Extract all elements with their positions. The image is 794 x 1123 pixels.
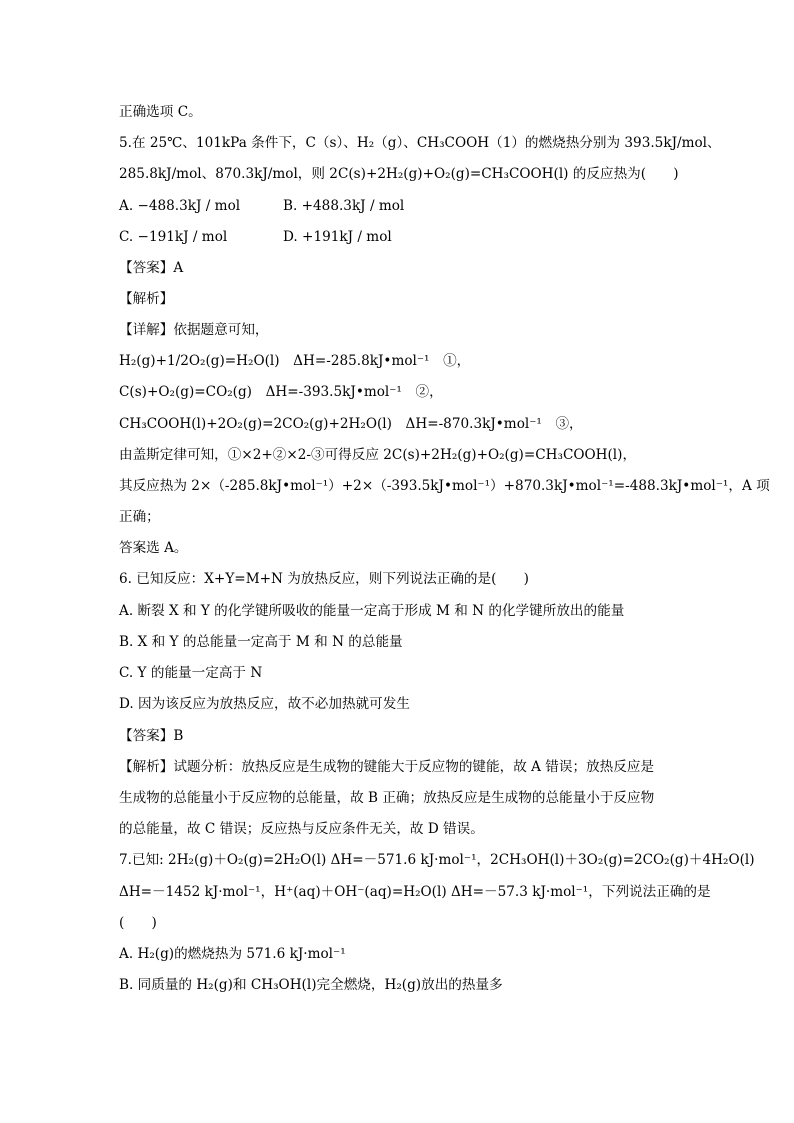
option-a: A. −488.3kJ / mol [119, 198, 241, 214]
question-7-stem-cont: ΔH=－1452 kJ·mol⁻¹，H⁺(aq)＋OH⁻(aq)=H₂O(l) ΔH=－57.3 kJ·mol⁻¹，下列说法正确的是 [119, 884, 711, 900]
equation-2: C(s)+O₂(g)=CO₂(g) ΔH=-393.5kJ•mol⁻¹ ②， [119, 384, 443, 400]
analysis-text-cont: 的总能量，故 C 错误；反应热与反应条件无关，故 D 错误。 [119, 821, 484, 837]
answer-label: 【答案】B [119, 728, 184, 744]
question-5-stem-cont: 285.8kJ/mol、870.3kJ/mol，则 2C(s)+2H₂(g)+O₂(g)=CH₃COOH(l) 的反应热为( ) [119, 166, 679, 182]
option-c: C. −191kJ / mol [119, 229, 228, 245]
answer-label: 【答案】A [119, 260, 184, 276]
option-d: D. 因为该反应为放热反应，故不必加热就可发生 [119, 696, 410, 712]
equation-1: H₂(g)+1/2O₂(g)=H₂O(l) ΔH=-285.8kJ•mol⁻¹ ①， [119, 353, 471, 369]
hess-law-line: 由盖斯定律可知，①×2+②×2-③可得反应 2C(s)+2H₂(g)+O₂(g)=CH₃COOH(l)， [119, 447, 637, 463]
question-5-stem: 5.在 25℃、101kPa 条件下，C（s）、H₂（g）、CH₃COOH（1）的燃烧热分别为 393.5kJ/mol、 [119, 135, 721, 151]
analysis-text: 【解析】试题分析：放热反应是生成物的键能大于反应物的键能，故 A 错误；放热反应是 [119, 759, 655, 775]
question-7-bracket: ( ) [119, 915, 157, 931]
question-7-stem: 7.已知: 2H₂(g)＋O₂(g)=2H₂O(l) ΔH=－571.6 kJ·mol⁻¹，2CH₃OH(l)＋3O₂(g)=2CO₂(g)＋4H₂O(l) [119, 852, 755, 868]
detail-label: 【详解】依据题意可知， [119, 322, 269, 338]
option-a: A. 断裂 X 和 Y 的化学键所吸收的能量一定高于形成 M 和 N 的化学键所放出的能量 [119, 603, 625, 619]
option-b: B. +488.3kJ / mol [283, 198, 405, 214]
calculation-line: 其反应热为 2×（-285.8kJ•mol⁻¹）+2×（-393.5kJ•mol⁻¹）+870.3kJ•mol⁻¹=-488.3kJ•mol⁻¹，A 项 [119, 478, 770, 494]
option-a: A. H₂(g)的燃烧热为 571.6 kJ·mol⁻¹ [119, 946, 346, 962]
option-b: B. 同质量的 H₂(g)和 CH₃OH(l)完全燃烧，H₂(g)放出的热量多 [119, 977, 503, 993]
analysis-text-cont: 生成物的总能量小于反应物的总能量，故 B 正确；放热反应是生成物的总能量小于反应物 [119, 790, 655, 806]
text-line: 正确； [119, 509, 160, 525]
analysis-label: 【解析】 [119, 291, 174, 307]
text-line: 正确选项 C。 [119, 104, 202, 120]
question-6-stem: 6. 已知反应：X+Y=M+N 为放热反应，则下列说法正确的是( ) [119, 571, 529, 587]
option-c: C. Y 的能量一定高于 N [119, 665, 263, 681]
option-b: B. X 和 Y 的总能量一定高于 M 和 N 的总能量 [119, 634, 403, 650]
equation-3: CH₃COOH(l)+2O₂(g)=2CO₂(g)+2H₂O(l) ΔH=-870.3kJ•mol⁻¹ ③， [119, 416, 583, 432]
option-d: D. +191kJ / mol [283, 229, 392, 245]
answer-choice-line: 答案选 A。 [119, 540, 188, 556]
